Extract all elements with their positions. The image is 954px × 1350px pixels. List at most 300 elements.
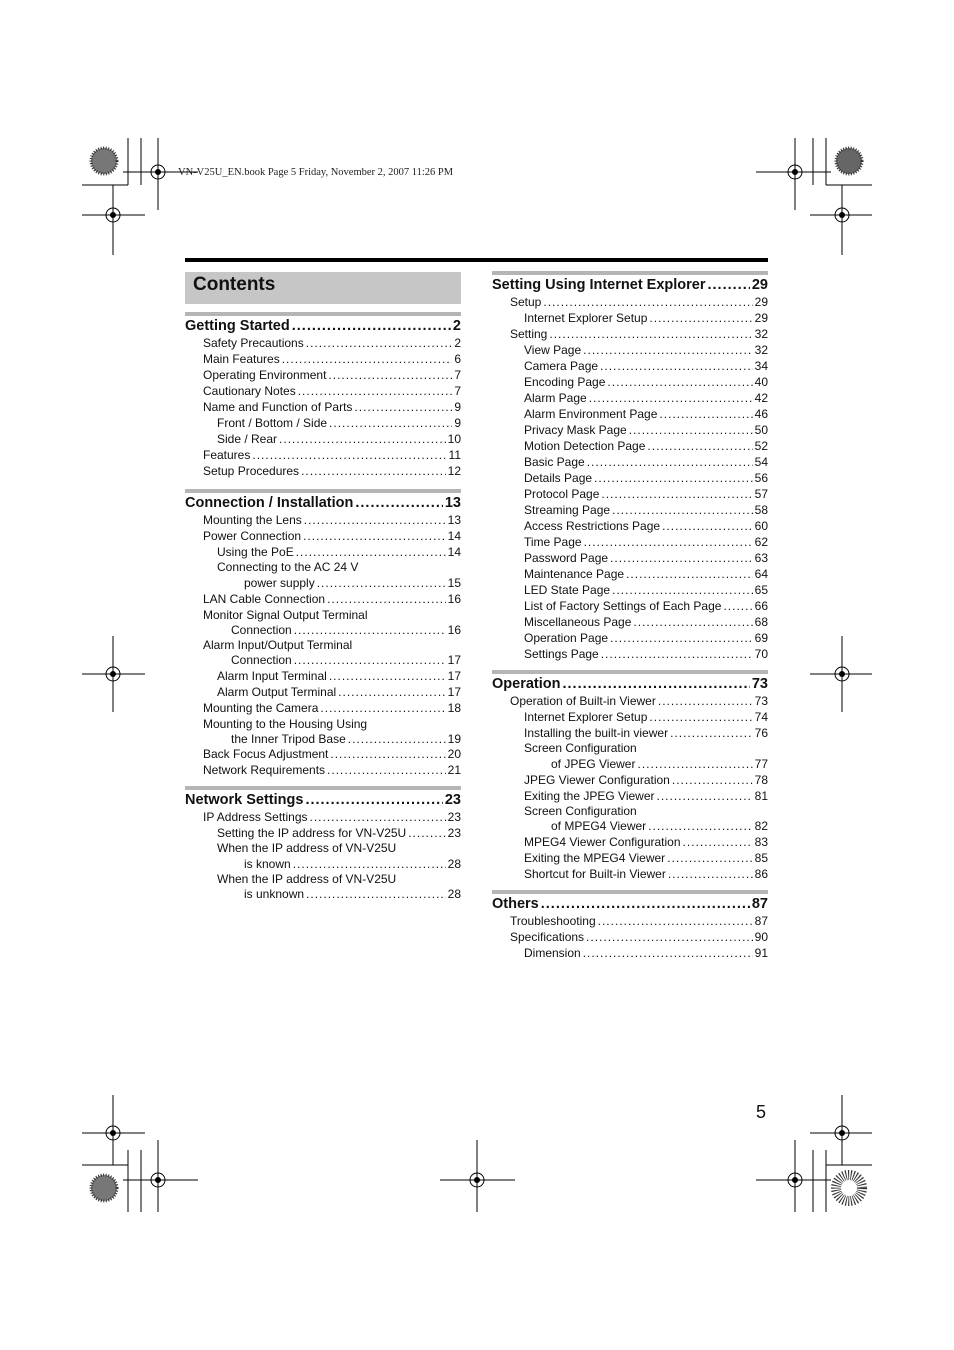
toc-entry-label: LED State Page bbox=[524, 583, 611, 597]
toc-entry-label: Alarm Input Terminal bbox=[217, 668, 327, 683]
toc-entry-label: Dimension bbox=[524, 946, 581, 960]
dot-leader bbox=[633, 614, 752, 630]
toc-entry-page: 14 bbox=[447, 545, 461, 559]
toc-entry-label: Connection bbox=[231, 653, 292, 667]
section-heading-page: 23 bbox=[444, 792, 461, 808]
toc-entry-label: Troubleshooting bbox=[510, 914, 596, 928]
toc-entry bbox=[492, 929, 768, 945]
toc-entry-label: Time Page bbox=[524, 535, 582, 549]
toc-entry-label: Mounting the Camera bbox=[203, 700, 319, 715]
toc-entry-label: Features bbox=[203, 448, 251, 462]
page-number: 5 bbox=[756, 1102, 767, 1122]
section-heading-label: Network Settings bbox=[185, 792, 304, 808]
toc-entry-label: Name and Function of Parts bbox=[203, 400, 353, 414]
toc-entry-label: Internet Explorer Setup bbox=[524, 710, 648, 724]
dot-leader bbox=[317, 575, 446, 591]
toc-entry-label: List of Factory Settings of Each Page bbox=[524, 599, 722, 613]
section-heading-page: 29 bbox=[751, 277, 768, 293]
toc-entry-label: Safety Precautions bbox=[203, 336, 304, 350]
toc-entry-label: Screen Configuration bbox=[524, 803, 637, 818]
toc-entry bbox=[185, 335, 461, 351]
dot-leader bbox=[647, 438, 752, 454]
toc-entry bbox=[492, 438, 768, 454]
toc-entry bbox=[185, 591, 461, 607]
toc-entry-label: JPEG Viewer Configuration bbox=[524, 772, 670, 787]
toc-entry bbox=[492, 358, 768, 374]
toc-entry-label: Main Features bbox=[203, 352, 280, 366]
toc-entry-label: Using the PoE bbox=[217, 545, 294, 559]
toc-entry-label: Exiting the MPEG4 Viewer bbox=[524, 851, 666, 865]
toc-entry-label: Back Focus Adjustment bbox=[203, 747, 329, 761]
section-network bbox=[185, 786, 461, 902]
dot-leader bbox=[549, 326, 752, 342]
section-heading-label: Getting Started bbox=[185, 318, 290, 334]
toc-entry-label: Front / Bottom / Side bbox=[217, 416, 328, 430]
toc-entry-page: 57 bbox=[754, 487, 768, 501]
toc-entry-page: 73 bbox=[754, 694, 768, 708]
dot-leader bbox=[279, 431, 446, 447]
dot-leader bbox=[306, 886, 446, 902]
book-header: VN-V25U_EN.book Page 5 Friday, November 2, 2007 11:26 PM bbox=[178, 167, 454, 178]
toc-entry bbox=[492, 866, 768, 882]
dot-leader bbox=[306, 335, 453, 351]
toc-entry bbox=[492, 294, 768, 310]
toc-entry-page: 46 bbox=[754, 407, 768, 421]
toc-entry-page: 65 bbox=[754, 583, 768, 597]
section-heading-page: 13 bbox=[444, 495, 461, 511]
toc-entry-page: 17 bbox=[447, 668, 461, 683]
toc-entry-page: 78 bbox=[754, 772, 768, 787]
toc-entry-page: 23 bbox=[447, 810, 461, 824]
toc-entry-page: 77 bbox=[754, 756, 768, 771]
toc-entry bbox=[492, 772, 768, 788]
dot-leader bbox=[668, 866, 753, 882]
section-heading-label: Connection / Installation bbox=[185, 495, 354, 511]
toc-entry bbox=[185, 560, 461, 575]
toc-entry-page: 50 bbox=[754, 423, 768, 437]
dot-leader bbox=[329, 668, 446, 684]
section-heading bbox=[492, 275, 768, 294]
section-getting-started bbox=[185, 312, 461, 479]
toc-entry-label: is unknown bbox=[244, 887, 305, 901]
toc-entry-label: MPEG4 Viewer Configuration bbox=[524, 835, 681, 849]
toc-entry-label: of MPEG4 Viewer bbox=[551, 819, 647, 833]
toc-entry bbox=[185, 447, 461, 463]
toc-entry bbox=[492, 756, 768, 772]
dot-leader bbox=[670, 725, 753, 741]
toc-entry bbox=[492, 788, 768, 804]
toc-entry bbox=[492, 630, 768, 646]
toc-entry bbox=[492, 850, 768, 866]
toc-entry-label: Motion Detection Page bbox=[524, 439, 646, 453]
toc-entry-label: Mounting the Lens bbox=[203, 513, 302, 527]
toc-entry-page: 29 bbox=[754, 295, 768, 309]
dot-leader bbox=[354, 399, 452, 415]
toc-entry-page: 7 bbox=[454, 384, 461, 398]
section-heading bbox=[185, 790, 461, 809]
toc-entry bbox=[492, 646, 768, 662]
toc-entry bbox=[492, 582, 768, 598]
dot-leader bbox=[293, 856, 446, 872]
toc-entry-page: 32 bbox=[754, 327, 768, 341]
toc-entry bbox=[492, 310, 768, 326]
toc-entry bbox=[185, 716, 461, 732]
toc-entry-label: Setting bbox=[510, 327, 548, 341]
right-column bbox=[492, 271, 768, 969]
dot-leader bbox=[587, 454, 753, 470]
toc-entry bbox=[185, 544, 461, 560]
dot-leader bbox=[626, 566, 753, 582]
dot-leader bbox=[328, 367, 452, 383]
dot-leader bbox=[610, 630, 753, 646]
toc-entry bbox=[492, 534, 768, 550]
toc-entry bbox=[185, 575, 461, 591]
toc-entry bbox=[492, 406, 768, 422]
toc-entry-label: View Page bbox=[524, 343, 582, 357]
toc-entry bbox=[185, 809, 461, 825]
toc-entry-label: Network Requirements bbox=[203, 763, 326, 777]
toc-entry-label: Camera Page bbox=[524, 359, 599, 373]
toc-entry-page: 20 bbox=[447, 747, 461, 761]
toc-entry-label: Setting the IP address for VN-V25U bbox=[217, 826, 407, 840]
contents-banner bbox=[185, 272, 461, 304]
toc-entry-label: Internet Explorer Setup bbox=[524, 311, 648, 325]
dot-leader bbox=[649, 709, 752, 725]
toc-entry bbox=[492, 598, 768, 614]
toc-entry-label: Alarm Input/Output Terminal bbox=[203, 638, 353, 652]
toc-entry bbox=[492, 518, 768, 534]
toc-entry-page: 62 bbox=[754, 535, 768, 549]
dot-leader bbox=[327, 762, 446, 778]
toc-entry bbox=[492, 454, 768, 470]
toc-entry bbox=[492, 804, 768, 819]
dot-leader bbox=[659, 406, 752, 422]
toc-entry bbox=[185, 512, 461, 528]
toc-entry-label: is known bbox=[244, 856, 291, 871]
dot-leader bbox=[310, 809, 446, 825]
dot-leader bbox=[298, 383, 453, 399]
toc-entry-page: 52 bbox=[754, 439, 768, 453]
section-heading-page: 87 bbox=[751, 896, 768, 912]
dot-leader bbox=[610, 550, 753, 566]
toc-entry bbox=[185, 637, 461, 653]
section-operation bbox=[492, 670, 768, 882]
toc-entry-label: Maintenance Page bbox=[524, 567, 625, 581]
toc-entry bbox=[185, 762, 461, 778]
toc-entry-label: Encoding Page bbox=[524, 375, 606, 389]
toc-entry-page: 23 bbox=[447, 826, 461, 840]
toc-entry-page: 34 bbox=[754, 359, 768, 373]
toc-entry bbox=[185, 841, 461, 856]
toc-entry-label: Monitor Signal Output Terminal bbox=[203, 607, 368, 622]
dot-leader bbox=[649, 310, 752, 326]
toc-entry-page: 40 bbox=[754, 375, 768, 389]
toc-entry-label: Alarm Page bbox=[524, 391, 587, 405]
dot-leader bbox=[541, 895, 750, 913]
toc-entry-page: 42 bbox=[754, 391, 768, 405]
dot-leader bbox=[294, 623, 446, 638]
toc-entry-page: 17 bbox=[447, 684, 461, 699]
toc-entry-label: Alarm Environment Page bbox=[524, 407, 658, 421]
toc-entry bbox=[185, 684, 461, 700]
toc-entry-page: 69 bbox=[754, 631, 768, 645]
section-heading bbox=[492, 674, 768, 693]
section-heading bbox=[492, 894, 768, 913]
toc-entry-page: 90 bbox=[754, 930, 768, 944]
toc-entry-label: Access Restrictions Page bbox=[524, 519, 661, 533]
dot-leader bbox=[584, 534, 753, 550]
toc-entry-page: 10 bbox=[447, 432, 461, 446]
toc-entry-label: LAN Cable Connection bbox=[203, 591, 326, 606]
dot-leader bbox=[607, 374, 752, 390]
section-setting-ie bbox=[492, 271, 768, 662]
toc-entry bbox=[185, 700, 461, 716]
toc-entry-page: 14 bbox=[447, 529, 461, 543]
toc-entry bbox=[185, 383, 461, 399]
toc-entry-page: 13 bbox=[447, 513, 461, 527]
toc-entry bbox=[185, 872, 461, 887]
toc-entry-page: 9 bbox=[454, 400, 461, 414]
toc-entry bbox=[492, 390, 768, 406]
toc-entry-page: 16 bbox=[447, 591, 461, 606]
toc-entry-label: When the IP address of VN-V25U bbox=[217, 841, 397, 855]
toc-entry-label: When the IP address of VN-V25U bbox=[217, 871, 397, 886]
toc-entry-label: Power Connection bbox=[203, 529, 302, 543]
toc-entry-label: Connecting to the AC 24 V bbox=[217, 560, 359, 574]
toc-entry-page: 32 bbox=[754, 343, 768, 357]
dot-leader bbox=[320, 700, 445, 716]
toc-entry-label: Setup bbox=[510, 295, 542, 309]
toc-entry-label: IP Address Settings bbox=[203, 810, 308, 824]
toc-entry bbox=[492, 486, 768, 502]
toc-entry-label: Setup Procedures bbox=[203, 464, 300, 478]
dot-leader bbox=[708, 276, 750, 294]
dot-leader bbox=[329, 415, 452, 431]
dot-leader bbox=[304, 512, 446, 528]
top-rule bbox=[185, 258, 768, 262]
toc-entry bbox=[185, 825, 461, 841]
section-heading-label: Setting Using Internet Explorer bbox=[492, 277, 706, 293]
left-column bbox=[185, 312, 461, 910]
toc-entry-page: 70 bbox=[754, 647, 768, 661]
toc-entry-label: Details Page bbox=[524, 471, 593, 485]
dot-leader bbox=[294, 653, 446, 668]
toc-entry bbox=[185, 732, 461, 747]
toc-entry-label: of JPEG Viewer bbox=[551, 756, 636, 771]
dot-leader bbox=[282, 351, 453, 367]
dot-leader bbox=[583, 342, 752, 358]
dot-leader bbox=[292, 317, 451, 335]
toc-entry-page: 74 bbox=[754, 710, 768, 724]
section-heading-page: 2 bbox=[452, 318, 461, 334]
toc-entry bbox=[492, 374, 768, 390]
toc-entry bbox=[492, 566, 768, 582]
section-heading-label: Others bbox=[492, 896, 539, 912]
dot-leader bbox=[303, 528, 446, 544]
dot-leader bbox=[658, 693, 753, 709]
toc-entry-label: Operating Environment bbox=[203, 368, 327, 382]
toc-entry bbox=[185, 746, 461, 762]
toc-entry-page: 28 bbox=[447, 856, 461, 871]
toc-entry bbox=[185, 886, 461, 902]
toc-entry-page: 15 bbox=[447, 575, 461, 590]
toc-entry-page: 18 bbox=[447, 700, 461, 715]
dot-leader bbox=[667, 850, 752, 866]
toc-entry bbox=[492, 834, 768, 850]
toc-entry bbox=[492, 326, 768, 342]
dot-leader bbox=[589, 390, 753, 406]
toc-entry-label: Shortcut for Built-in Viewer bbox=[524, 867, 666, 881]
toc-entry bbox=[185, 528, 461, 544]
toc-entry-page: 19 bbox=[447, 731, 461, 746]
dot-leader bbox=[612, 502, 753, 518]
dot-leader bbox=[598, 913, 753, 929]
dot-leader bbox=[327, 591, 446, 607]
toc-entry bbox=[492, 725, 768, 741]
toc-entry-label: Specifications bbox=[510, 930, 585, 944]
section-heading bbox=[185, 316, 461, 335]
toc-entry-page: 29 bbox=[754, 311, 768, 325]
dot-leader bbox=[594, 470, 753, 486]
dot-leader bbox=[662, 518, 753, 534]
dot-leader bbox=[586, 929, 753, 945]
toc-entry-page: 12 bbox=[447, 464, 461, 478]
toc-entry-page: 87 bbox=[754, 914, 768, 928]
toc-entry-label: Exiting the JPEG Viewer bbox=[524, 788, 655, 803]
dot-leader bbox=[723, 598, 752, 614]
dot-leader bbox=[408, 825, 445, 841]
toc-entry-label: Miscellaneous Page bbox=[524, 615, 632, 629]
dot-leader bbox=[683, 834, 753, 850]
toc-entry-label: power supply bbox=[244, 575, 315, 590]
toc-entry bbox=[185, 431, 461, 447]
toc-entry bbox=[492, 422, 768, 438]
toc-entry-page: 64 bbox=[754, 567, 768, 581]
toc-entry-page: 11 bbox=[448, 448, 461, 462]
toc-entry-label: Mounting to the Housing Using bbox=[203, 716, 368, 731]
dot-leader bbox=[338, 684, 445, 700]
dot-leader bbox=[672, 772, 753, 788]
dot-leader bbox=[562, 675, 749, 693]
dot-leader bbox=[612, 582, 753, 598]
toc-entry-label: Screen Configuration bbox=[524, 741, 637, 755]
toc-entry-label: Protocol Page bbox=[524, 487, 600, 501]
toc-entry bbox=[492, 741, 768, 756]
dot-leader bbox=[355, 494, 442, 512]
toc-entry bbox=[492, 342, 768, 358]
toc-entry-label: Settings Page bbox=[524, 647, 599, 661]
toc-entry bbox=[492, 502, 768, 518]
toc-entry bbox=[492, 550, 768, 566]
toc-entry-page: 54 bbox=[754, 455, 768, 469]
dot-leader bbox=[637, 756, 752, 772]
dot-leader bbox=[583, 945, 753, 961]
toc-entry-page: 58 bbox=[754, 503, 768, 517]
toc-entry-page: 17 bbox=[447, 653, 461, 667]
dot-leader bbox=[657, 788, 753, 804]
toc-entry bbox=[185, 351, 461, 367]
toc-entry-label: Basic Page bbox=[524, 455, 585, 469]
toc-entry-page: 60 bbox=[754, 519, 768, 533]
toc-entry-page: 6 bbox=[454, 352, 461, 366]
toc-entry-label: Streaming Page bbox=[524, 503, 611, 517]
toc-entry bbox=[185, 367, 461, 383]
toc-entry-label: Alarm Output Terminal bbox=[217, 684, 337, 699]
toc-entry bbox=[492, 693, 768, 709]
toc-entry-page: 21 bbox=[447, 763, 461, 777]
toc-entry-page: 86 bbox=[754, 867, 768, 881]
toc-entry bbox=[185, 653, 461, 668]
toc-entry-page: 68 bbox=[754, 615, 768, 629]
dot-leader bbox=[601, 646, 753, 662]
toc-entry bbox=[185, 415, 461, 431]
dot-leader bbox=[543, 294, 752, 310]
toc-entry bbox=[492, 709, 768, 725]
toc-entry-label: Side / Rear bbox=[217, 432, 278, 446]
toc-entry-page: 82 bbox=[754, 819, 768, 833]
toc-entry bbox=[492, 614, 768, 630]
section-others bbox=[492, 890, 768, 961]
section-connection bbox=[185, 489, 461, 778]
toc-entry-label: Connection bbox=[231, 622, 292, 637]
toc-entry bbox=[185, 668, 461, 684]
dot-leader bbox=[348, 732, 446, 747]
section-heading-page: 73 bbox=[751, 676, 768, 692]
toc-entry-page: 9 bbox=[454, 416, 461, 430]
toc-entry-page: 83 bbox=[754, 835, 768, 849]
toc-entry-page: 85 bbox=[754, 851, 768, 865]
dot-leader bbox=[330, 746, 445, 762]
dot-leader bbox=[648, 818, 752, 834]
dot-leader bbox=[296, 544, 446, 560]
section-heading bbox=[185, 493, 461, 512]
toc-entry-label: Cautionary Notes bbox=[203, 384, 296, 398]
dot-leader bbox=[600, 358, 753, 374]
section-heading-label: Operation bbox=[492, 676, 561, 692]
toc-entry-page: 56 bbox=[754, 471, 768, 485]
dot-leader bbox=[305, 791, 442, 809]
toc-entry bbox=[492, 913, 768, 929]
toc-entry bbox=[185, 463, 461, 479]
toc-entry-label: Operation of Built-in Viewer bbox=[510, 694, 656, 708]
toc-entry-label: Operation Page bbox=[524, 631, 609, 645]
dot-leader bbox=[629, 422, 753, 438]
toc-entry bbox=[185, 856, 461, 872]
toc-entry-label: Installing the built-in viewer bbox=[524, 726, 669, 740]
toc-entry bbox=[185, 607, 461, 623]
toc-entry-page: 66 bbox=[754, 599, 768, 613]
toc-entry-label: Password Page bbox=[524, 551, 609, 565]
toc-entry-label: Privacy Mask Page bbox=[524, 423, 627, 437]
toc-entry-page: 63 bbox=[754, 551, 768, 565]
dot-leader bbox=[601, 486, 752, 502]
toc-entry bbox=[492, 818, 768, 834]
toc-entry-page: 81 bbox=[754, 788, 768, 803]
dot-leader bbox=[252, 447, 446, 463]
toc-entry bbox=[185, 399, 461, 415]
toc-entry-page: 28 bbox=[447, 887, 461, 901]
toc-entry-page: 7 bbox=[454, 368, 461, 382]
toc-entry-label: the Inner Tripod Base bbox=[231, 731, 346, 746]
toc-entry-page: 76 bbox=[754, 726, 768, 740]
toc-entry bbox=[492, 945, 768, 961]
toc-entry bbox=[492, 470, 768, 486]
dot-leader bbox=[301, 463, 446, 479]
toc-entry-page: 16 bbox=[447, 622, 461, 637]
toc-entry bbox=[185, 623, 461, 638]
page-title: Contents bbox=[193, 274, 276, 295]
toc-entry-page: 2 bbox=[454, 336, 461, 350]
